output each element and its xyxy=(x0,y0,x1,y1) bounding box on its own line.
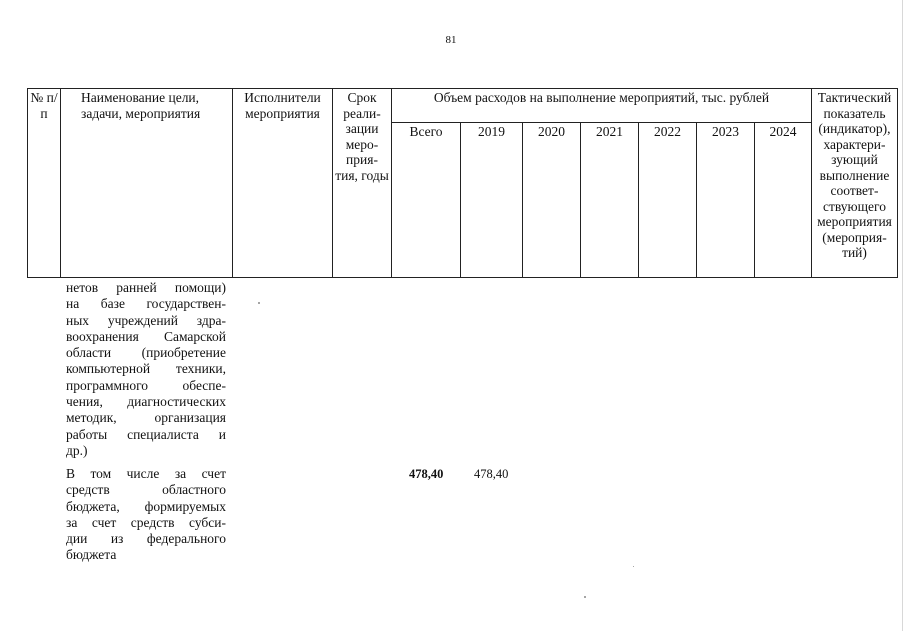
header-col-executors: Исполнители мероприятия xyxy=(233,89,333,278)
header-year-2023: 2023 xyxy=(697,123,755,278)
description-line: ных учреждений здра- xyxy=(66,312,226,328)
scan-speck xyxy=(258,302,260,304)
description-line: чения, диагностических xyxy=(66,394,226,410)
scan-edge xyxy=(902,0,903,631)
funding-line: бюджета xyxy=(66,547,117,563)
header-col-indicator: Тактический показатель (индикатор), характери-зующий выполнение соответ-ствующего мероприятия (мероприя-тий) xyxy=(812,89,898,278)
description-line: программного обеспе- xyxy=(66,377,226,393)
header-year-2024: 2024 xyxy=(755,123,812,278)
funding-line: средств областного xyxy=(66,482,226,498)
header-year-2019: 2019 xyxy=(461,123,523,278)
funding-line: В том числе за счет xyxy=(66,466,226,481)
page-number: 81 xyxy=(445,34,457,46)
description-line: области (приобретение xyxy=(66,345,226,361)
header-table xyxy=(27,88,898,278)
header-year-2020: 2020 xyxy=(523,123,581,278)
description-line: воохранения Самарской xyxy=(66,328,226,344)
description-line: нетов ранней помощи) xyxy=(66,280,226,295)
description-line: др.) xyxy=(66,442,88,458)
header-col-number: № п/п xyxy=(28,89,61,278)
total-value: 478,40 xyxy=(409,467,444,481)
header-year-2021: 2021 xyxy=(581,123,639,278)
value-2019: 478,40 xyxy=(474,467,509,481)
description-line: на базе государствен- xyxy=(66,296,226,312)
header-col-name: Наименование цели, задачи, мероприятия xyxy=(61,89,233,278)
header-col-volume: Объем расходов на выполнение мероприятий, тыс. рублей xyxy=(392,89,812,123)
funding-line: за счет средств субси- xyxy=(66,514,226,530)
funding-source-text xyxy=(66,466,226,564)
header-year-2022: 2022 xyxy=(639,123,697,278)
header-col-term: Срок реали-зации меро-прия-тия, годы xyxy=(333,89,392,278)
funding-line: бюджета, формируемых xyxy=(66,498,226,514)
funding-line: дии из федерального xyxy=(66,531,226,547)
scan-speck xyxy=(584,596,586,598)
description-line: методик, организация xyxy=(66,410,226,426)
activity-description xyxy=(66,280,226,459)
header-col-total: Всего xyxy=(392,123,461,278)
description-line: работы специалиста и xyxy=(66,426,226,442)
description-line: компьютерной техники, xyxy=(66,361,226,377)
scan-speck xyxy=(633,566,634,567)
